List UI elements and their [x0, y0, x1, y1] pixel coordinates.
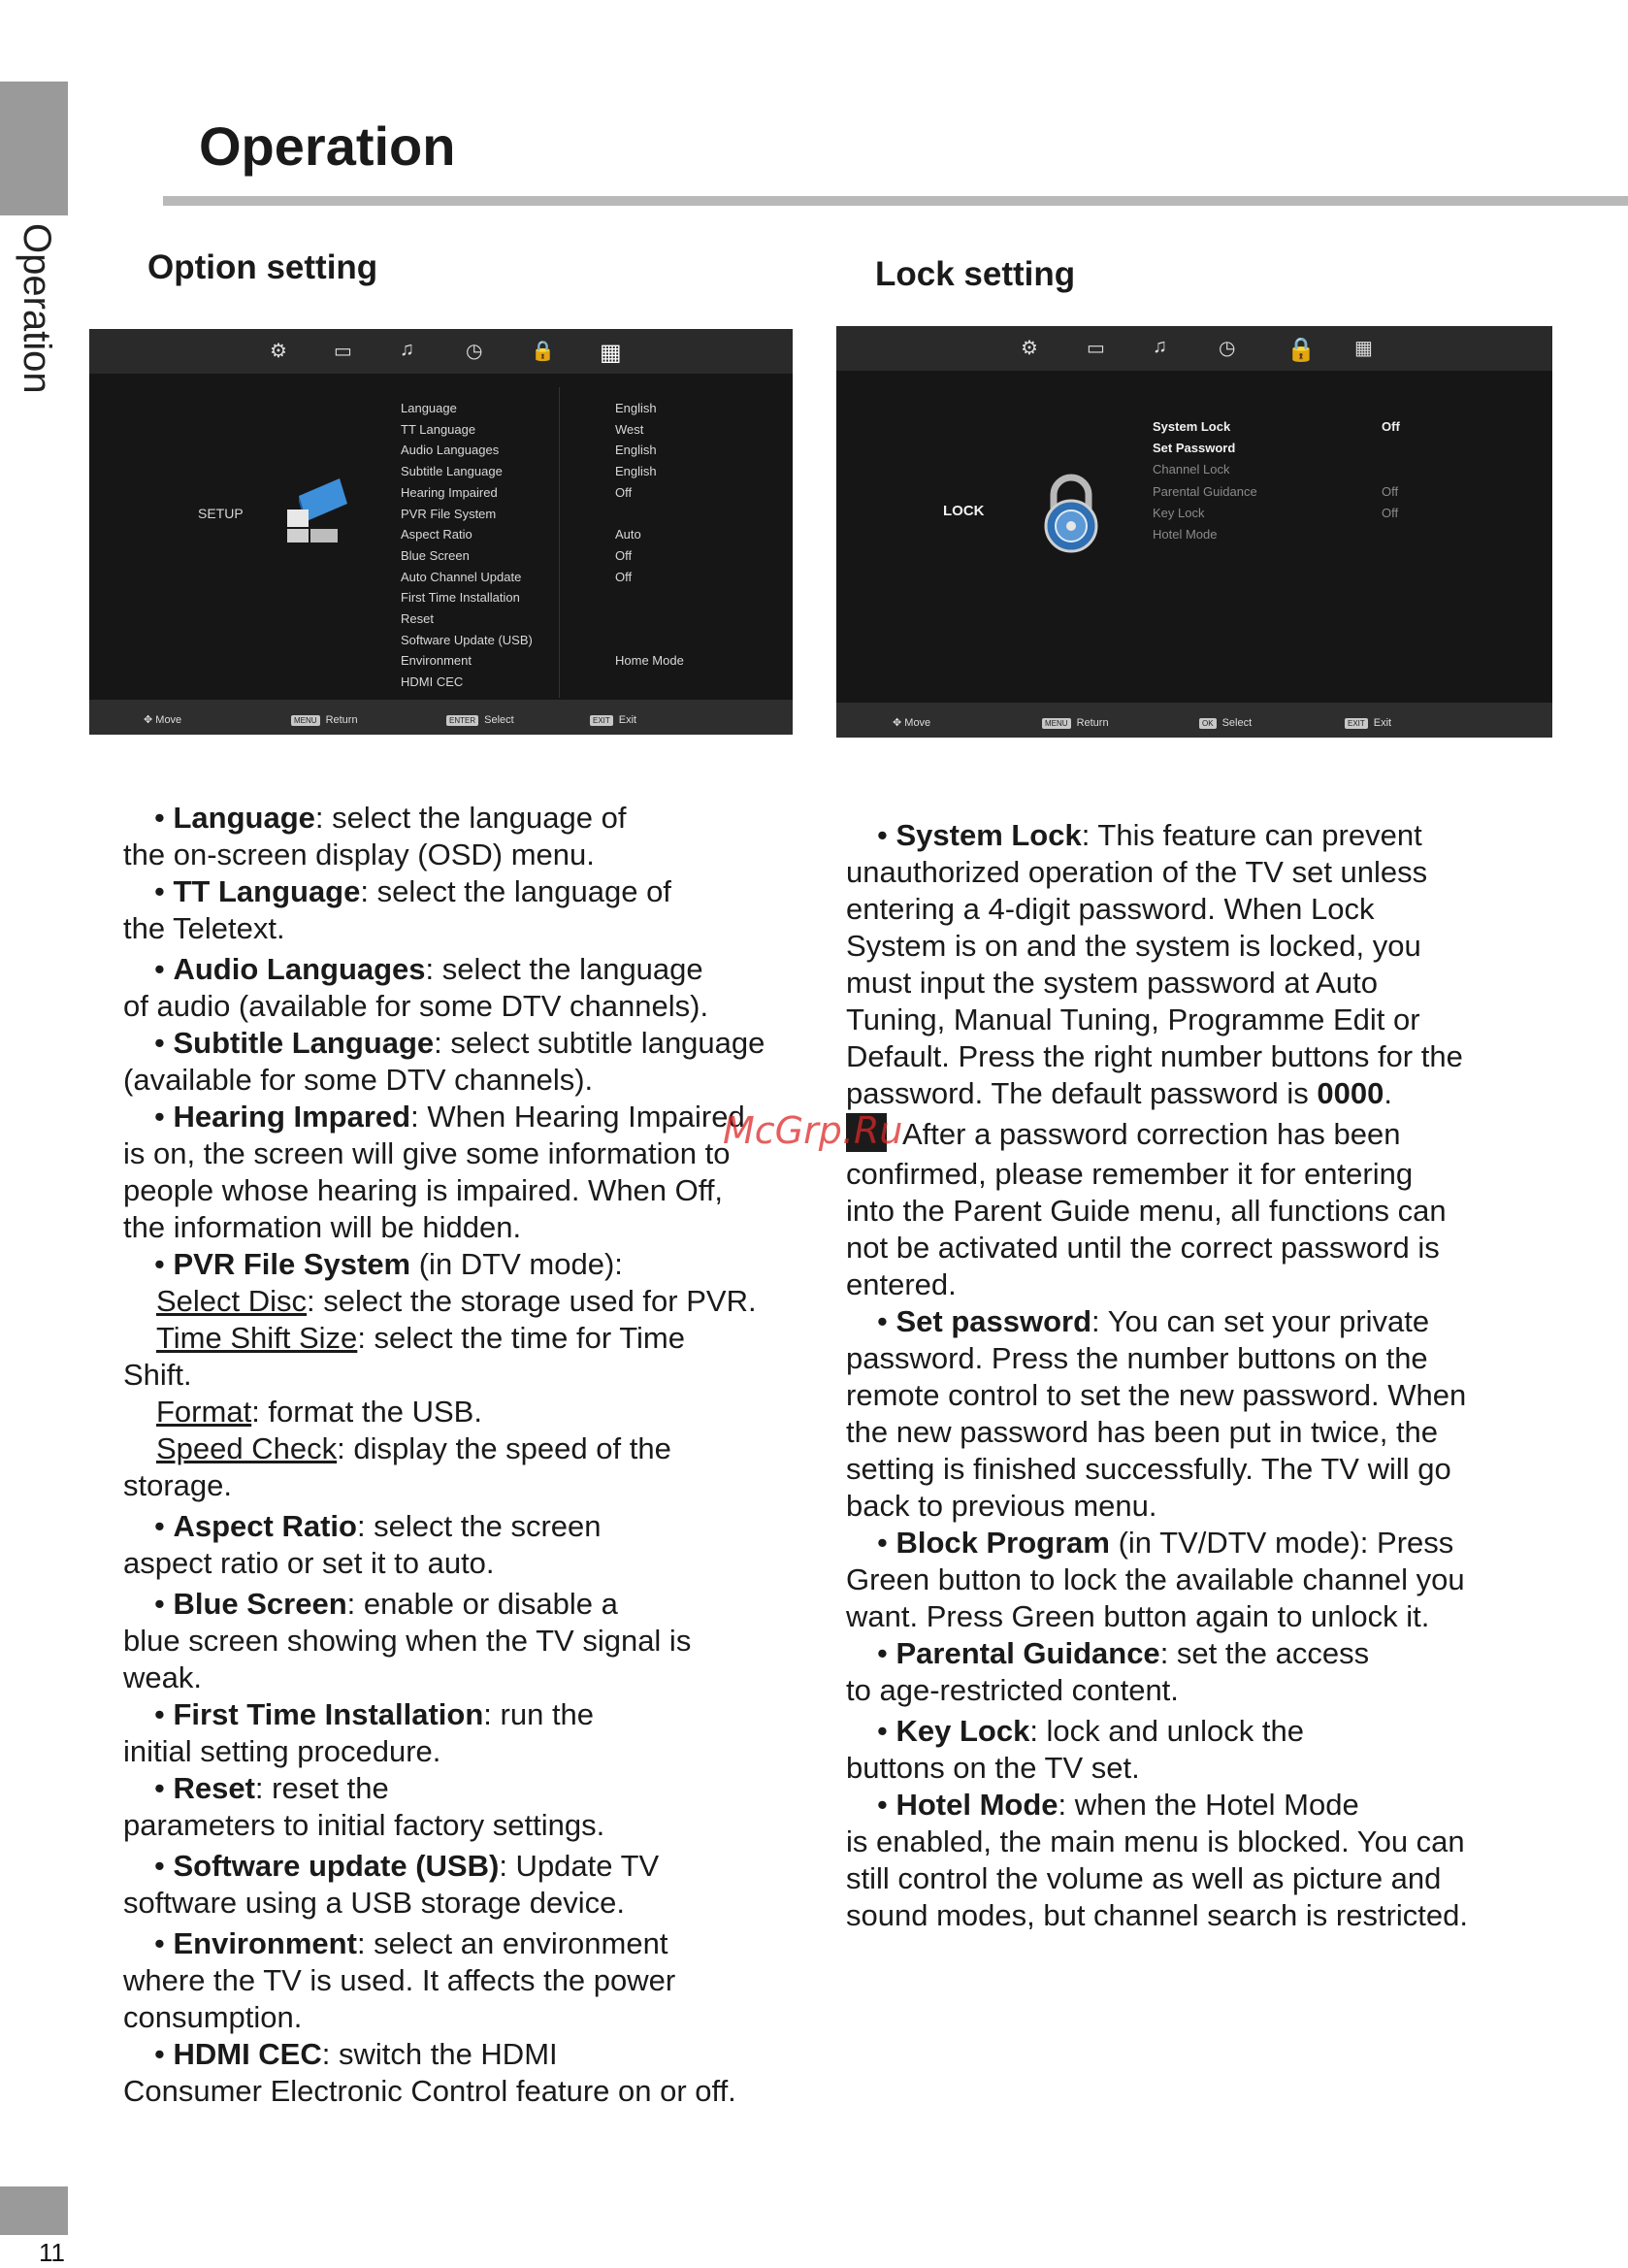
return-hint: MENU Return [1042, 717, 1109, 729]
osd-item-label: Language [401, 401, 457, 415]
osd-item-label: PVR File System [401, 506, 497, 521]
page-title: Operation [199, 115, 456, 177]
osd-item-label: Auto Channel Update [401, 569, 522, 584]
padlock-icon [1032, 472, 1110, 553]
osd-menu-title: LOCK [943, 503, 985, 519]
osd-item-label: Subtitle Language [401, 464, 503, 479]
osd-item-value: Off [1382, 505, 1399, 520]
osd-item-label: Hearing Impaired [401, 484, 498, 500]
move-hint: ✥ Move [893, 717, 931, 729]
exit-hint: EXIT Exit [590, 714, 636, 726]
osd-item-label: Set Password [1153, 441, 1236, 456]
osd-item-value: English [615, 464, 657, 479]
osd-item-label: Aspect Ratio [401, 527, 472, 542]
osd-item-value: Off [1382, 483, 1399, 499]
channel-icon: ▭ [1087, 338, 1105, 359]
page-number-tab [0, 2186, 68, 2235]
sound-icon: ♫ [1153, 336, 1167, 357]
time-icon: ◷ [466, 341, 483, 362]
option-descriptions: • Language: select the language of the on-screen display (OSD) menu. • TT Language: select the language of the Teletext. • Audio Languages: select the language of audio (available for some DTV channels). • Subtitle Language: select subtitle language (available for some DTV channels). • Hearing Impared: When Hearing Impaired is on, the screen will give some information to people whose hearing is impaired. When Off, the information will be hidden. • PVR File System (in DTV mode): Select Disc: select the storage used for PVR. Time Shift Size: select the time for Time Shift. Format: format the USB. Speed Check: display the speed of the storage. • Aspect Ratio: select the screen aspect ratio or set it to auto. • Blue Screen: enable or disable a blue screen showing when the TV signal is weak. • First Time Installation: run the initial setting procedure. • Reset: reset the parameters to initial factory settings. • Software update (USB): Update TV software using a USB storage device. • Environment: select an environment where the TV is used. It affects the power consumption. • HDMI CEC: switch the HDMI Consumer Electronic Control feature on or off. [123, 801, 765, 2108]
picture-icon: ⚙ [270, 341, 287, 362]
setup-blocks-icon [279, 467, 349, 544]
osd-item-value: Off [615, 569, 633, 584]
side-section-label: Operation [16, 223, 58, 394]
osd-item-label: Blue Screen [401, 547, 470, 563]
option-setup-screen [89, 329, 793, 735]
select-hint: ENTER Select [446, 714, 514, 726]
osd-item-label: Audio Languages [401, 443, 500, 458]
lock-icon: 🔒 [1286, 337, 1316, 363]
osd-item-value: English [615, 443, 657, 458]
osd-item-label: Software Update (USB) [401, 632, 533, 647]
osd-item-label: System Lock [1153, 419, 1231, 434]
lock-setup-screen [836, 326, 1552, 738]
osd-item-value: Off [615, 484, 633, 500]
return-hint: MENU Return [291, 714, 358, 726]
lock-setting-heading: Lock setting [875, 255, 1076, 293]
osd-item-label: Hotel Mode [1153, 527, 1218, 542]
sound-icon: ♫ [400, 339, 414, 360]
osd-item-value: West [615, 421, 644, 437]
osd-top-bar [89, 329, 793, 374]
osd-bottom-bar [836, 703, 1552, 738]
time-icon: ◷ [1219, 338, 1236, 359]
osd-item-label: Key Lock [1153, 505, 1205, 520]
osd-item-value: Off [615, 547, 633, 563]
move-hint: ✥ Move [144, 714, 182, 726]
osd-item-label: Parental Guidance [1153, 483, 1257, 499]
osd-item-label: Environment [401, 653, 472, 669]
picture-icon: ⚙ [1021, 338, 1038, 359]
osd-item-value: English [615, 401, 657, 415]
page-number: 11 [39, 2238, 65, 2267]
osd-item-label: First Time Installation [401, 590, 520, 606]
osd-menu-title: SETUP [198, 506, 244, 521]
title-rule [163, 196, 1628, 206]
osd-item-value: Off [1382, 419, 1400, 434]
osd-item-label: Channel Lock [1153, 462, 1230, 477]
setup-icon: ▦ [1354, 338, 1373, 359]
lock-icon: 🔒 [531, 341, 555, 362]
side-tab [0, 82, 68, 215]
lock-descriptions: • System Lock: This feature can prevent unauthorized operation of the TV set unless entering a 4-digit password. When Lock System is on and the system is locked, you must input the system password at Auto Tuning, Manual Tuning, Programme Edit or Default. Press the right number buttons for the password. The default password is 0000. After a password correction has been confirmed, please remember it for entering into the Parent Guide menu, all functions can not be activated until the correct password is entered. • Set password: You can set your private password. Press the number buttons on the remote control to set the new password. When the new password has been put in twice, the setting is finished successfully. The TV will go back to previous menu. • Block Program (in TV/DTV mode): Press Green button to lock the available channel you want. Press Green button again to unlock it. • Parental Guidance: set the access to age-restricted content. • Key Lock: lock and unlock the buttons on the TV set. • Hotel Mode: when the Hotel Mode is enabled, the main menu is blocked. You can still control the volume as well as picture and sound modes, but channel search is restricted. [846, 818, 1469, 1932]
osd-item-label: Reset [401, 611, 434, 626]
osd-bottom-bar [89, 700, 793, 735]
osd-item-value: Home Mode [615, 653, 684, 669]
option-setting-heading: Option setting [147, 248, 378, 286]
channel-icon: ▭ [334, 341, 352, 362]
osd-top-bar [836, 326, 1552, 371]
watermark: McGrp.Ru [723, 1109, 903, 1152]
osd-item-label: TT Language [401, 421, 476, 437]
osd-item-label: HDMI CEC [401, 674, 464, 690]
exit-hint: EXIT Exit [1345, 717, 1391, 729]
setup-icon: ▦ [600, 340, 622, 366]
select-hint: OK Select [1199, 717, 1252, 729]
osd-item-value: Auto [615, 527, 641, 542]
